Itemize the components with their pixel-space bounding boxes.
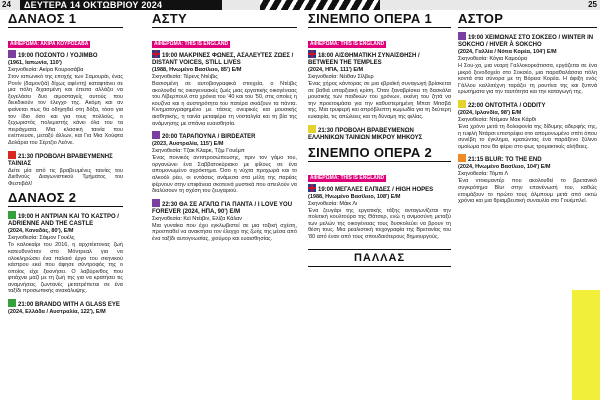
screening-title: 19:00 ΠΟΣΟΝΤΟ / YOJIMBO (8, 50, 123, 60)
screening-entry (8, 299, 123, 316)
screening-entry (458, 100, 597, 150)
screening-title: 21:30 ΠΡΟΒΟΛΗ ΒΡΑΒΕΥΜΕΝΩΝ ΕΛΛΗΝΙΚΩΝ ΤΑΙΝΙΩΝ ΜΙΚΡΟΥ ΜΗΚΟΥΣ (308, 125, 451, 142)
screening-meta: (2024, ΗΠΑ, 111') Ε/Μ (308, 67, 364, 73)
cinema-heading: ΑΣΤΟΡ (458, 12, 597, 28)
side-yellow-tab (572, 290, 600, 400)
screening-title: 19:00 ΧΕΙΜΩΝΑΣ ΣΤΟ ΣΟΚΣΕΟ / WINTER IN SOKCHO / HIVER À SOKCHO (458, 32, 597, 49)
screening-meta: (2024, Ελλάδα / Αυστραλία, 122'), Ε/Μ (8, 309, 106, 316)
screening-meta: (2024, Ηνωμένο Βασίλειο, 104') Ε/Μ (458, 164, 551, 171)
screening-entry (8, 211, 123, 295)
screening-meta: (2024, Ιρλανδία, 98') Ε/Μ (458, 109, 522, 116)
category-square-icon (8, 50, 16, 58)
date-banner: ΔΕΥΤΕΡΑ 14 ΟΚΤΩΒΡΙΟΥ 2024 (20, 0, 222, 10)
screening-director: Σκηνοθεσία: Τέρενς Ντέιβις (152, 74, 218, 80)
category-square-icon (458, 154, 466, 162)
screening-synopsis: Ένας ποινικός αντιπροσώπευσης, πριν τον γάμο του, οργανώνει ένα Σαββατοκύριακο με φίλους σε ένα απομονωμένο αγρόκτημα. Όσο η νύχτα προχωρά και το αλκοόλ ρέει, οι εντάσεις ανάμεσα στα μέλη της παρέας φέρνουν στην επιφάνεια σκοτεινά μυστικά που απειλούν να διαλύσουν τη σχέση του ζευγαριού. (152, 155, 297, 195)
screening-entry (152, 32, 297, 127)
screening-director: Σκηνοθεσία: Νέιθαν Σίλβερ (308, 74, 374, 80)
screening-synopsis: Βασισμένη σε αυτοβιογραφικά στοιχεία, ο Ντέιβις ακολουθεί τις οικογενειακές ζωές μιας εργατικής οικογένειας του Λίβερπουλ στα χρόνια του '40 και του '50, στις οποίες η κουζίνα και η αυστηρότητα του πατέρα σκιάζουν τα πάντα. Κινηματογραφημένο με τάσεις ονειρικές και μουσικής αισθητικής, η ταινία μεταφέρει τη νοσταλγία και τη βία της ανάμνησης με σπάνια ευαισθησία. (152, 81, 297, 127)
screening-director: Σκηνοθεσία: Κόγια Καμούρα (458, 56, 528, 62)
screening-entry (458, 154, 597, 204)
screening-synopsis: Το καλοκαίρι του 2016, η αρχιτέκτονας ζωή κατευθυνόταν στο Μόντρεαλ για να ολοκληρώσει ένα παλαιό έργο του σκηνικού κάστρου εκεί που άφησε σύντροφός της ο οποίος είχε ξεκινήσει. Ο λαβύρινθος που φτιάχνει μαζί με τη ζωή της για να κρατήσει τις αναμνήσεις ζωντανές μετατρέπεται σε ένα ταξίδι προσωπικής ανακάλυψης. (8, 242, 123, 295)
screening-synopsis: Ένα ζευγάρι της εργατικής τάξης ανταγωνίζεται την πολιτική κουλτούρα της Θάτσερ, ενώ η ανιμοσύνη μεταξύ των μελών της οικογένειας τους δυσκολεύει να βρουν τη θέση τους. Μια ρεαλιστική τοιχογραφία της Βρετανίας του '80 από έναν από τους σπουδαιότερους δημιουργούς. (308, 207, 451, 240)
category-square-icon (152, 131, 160, 139)
tribute-badge: ΑΦΙΕΡΩΜΑ: ΑΚΙΡΑ ΚΟΥΡΟΣΑΒΑ (10, 41, 89, 47)
screening-director: Σκηνοθεσία: Τόμπι Λ (458, 171, 509, 178)
screening-title: 19:00 Η ΑΝΤΡΙΑΝ ΚΑΙ ΤΟ ΚΑΣΤΡΟ / ADRIENNE AND THE CASTLE (8, 211, 123, 228)
screening-director: Σκηνοθεσία: Κεϊ Ντέιβιν, Ελίζα Κάλαν (152, 215, 243, 222)
screening-synopsis: Ένα χρόνο μετά τη δολοφονία της δίδυμης αδερφής της, η τυφλή Ντάρσι επιστρέφει στο απομονωμένο σπίτι όπου συνέβη το έγκλημα, κρατώντας ένα παράξενο ξύλινο ομοίωμα που θα φέρει στο φως τρομακτικές αλήθειες. (458, 123, 597, 150)
screening-entry (308, 166, 451, 241)
tribute-badge: ΑΦΙΕΡΩΜΑ: THIS IS ENGLAND (154, 41, 229, 47)
screening-meta: (1961, Ιαπωνία, 110') (8, 60, 62, 66)
column-danaos (8, 12, 123, 400)
category-square-icon (8, 211, 16, 219)
screening-entry (152, 131, 297, 195)
cinema-heading: ΣΙΝΕΜΠΟ ΟΠΕΡΑ 1 (308, 12, 451, 28)
screening-synopsis: Μια γυναίκα που έχει εγκλωβιστεί σε μια τοξική σχέση, προσπαθεί να ανακτήσει τον έλεγχο της ζωής της μέσα από ένα ταξίδι αυτογνωσίας, χιούμορ και ευαισθησίας. (152, 222, 297, 242)
uk-flag-icon (308, 184, 316, 192)
screening-director: Σκηνοθεσία: Μάικ Λι (308, 200, 358, 207)
screening-title: 19:00 ΜΑΚΡΙΝΕΣ ΦΩΝΕΣ, ΑΣΑΛΕΥΤΕΣ ΖΩΕΣ / DISTANT VOICES, STILL LIVES (152, 50, 297, 67)
screening-title: 21:30 ΠΡΟΒΟΛΗ ΒΡΑΒΕΥΜΕΝΗΣ ΤΑΙΝΙΑΣ (8, 151, 123, 168)
uk-flag-icon (308, 50, 316, 58)
screening-entry (8, 32, 123, 147)
column-cinobo-opera (308, 12, 451, 400)
screening-entry (308, 32, 451, 121)
screening-director: Σκηνοθεσία: Τζακ Κλαρκ, Τζιμ Γουέμπ (152, 148, 245, 155)
screening-title: 22:30 ΘΑ ΣΕ ΑΓΑΠΩ ΓΙΑ ΠΑΝΤΑ / I LOVE YOU FOREVER (2024, ΗΠΑ, 90') Ε/Μ (152, 199, 297, 216)
cinema-heading: ΔΑΝΑΟΣ 2 (8, 191, 123, 207)
screening-synopsis: Στον ιαπωνικό της εποχής των Σαμουράι, ένας Ρονίν (δαμονζιά) δίχως αφέντη) καταφτάνει σε μια πόλη διχασμένη και έπειτα αλλάζει να ξεγελάσει δυο αιμοσταγείς αυτούς που διεκδικούν τον έλεγχο της. Ακόμη και αν φαίνεται πως θα οδηγηθεί στη δόξα, τόσο για τον ίδιο όσο και για τους πολλούς, ο ξεχωριστός πολεμιστής κάνει όλα του τα πειράγματα. Μια κλασική ταινία που ενέπνευσε, μεταξύ άλλων, και Για Μια Χούφτα Δολάρια του Σέρτζιο Λεόνε. (8, 74, 123, 146)
page-number-right: 25 (588, 0, 597, 9)
screening-entry (152, 199, 297, 243)
category-square-icon (8, 151, 16, 159)
cinema-heading: ΑΣΤΥ (152, 12, 297, 28)
screening-title: 18:00 ΑΙΣΘΗΜΑΤΙΚΗ ΣΥΝΑΙΣΘΗΣΗ / BETWEEN THE TEMPLES (308, 50, 451, 67)
category-square-icon (458, 32, 466, 40)
screening-meta: (1988, Ηνωμένο Βασίλειο, 108') Ε/Μ (308, 193, 401, 200)
uk-flag-icon (152, 50, 160, 58)
screening-meta: (2024, Γαλλία / Νότια Κορέα, 104') Ε/Μ (458, 49, 557, 55)
screening-meta: (2024, Καναδάς, 80'), Ε/Μ (8, 228, 74, 235)
screening-synopsis: Ένα ντοκιμαντέρ που ακολουθεί το βρετανικό συγκρότημα Blur στην επανένωσή του, καθώς ετοιμάζουν το πρώτο τους άλμπουμ μετά από οκτώ χρόνια και μια θριαμβευτική συναυλία στο Γουέμπλεϊ. (458, 178, 597, 205)
screening-title: 21:15 BLUR: TO THE END (458, 154, 597, 164)
screening-director: Σκηνοθεσία: Ακίρα Κουροσάβα (8, 67, 84, 73)
screening-title: 19:00 ΜΕΓΑΛΕΣ ΕΛΠΙΔΕΣ / HIGH HOPES (308, 184, 451, 194)
screening-entry (458, 32, 597, 96)
tribute-badge: ΑΦΙΕΡΩΜΑ: THIS IS ENGLAND (310, 174, 385, 181)
screening-director: Σκηνοθεσία: Σάιμον Γουέλς (8, 235, 75, 242)
screening-synopsis: Ένας χήρος κάντορας σε μια εβραϊκή συναγωγή βρίσκεται σε βαθιά υπαρξιακή κρίση. Όταν ξαναβρίσκει τη δασκάλα μουσικής των παιδικών του χρόνων, εκείνη του ζητά να την προετοιμάσει για την καθυστερημένη Μπατ Μιτσβά της. Μια τρυφερή και απρόβλεπτη κωμωδία για τη δεύτερη ευκαιρία, τις απώλειες και τη δύναμη της φιλίας. (308, 81, 451, 120)
cinema-heading: ΔΑΝΑΟΣ 1 (8, 12, 123, 28)
category-square-icon (152, 199, 160, 207)
cinema-heading: ΣΙΝΕΜΠΟ ΟΠΕΡΑ 2 (308, 146, 451, 162)
screening-meta: (1988, Ηνωμένο Βασίλειο, 85') Ε/Μ (152, 67, 242, 73)
column-asty (152, 12, 297, 400)
screening-entry (308, 125, 451, 142)
tribute-badge: ΑΦΙΕΡΩΜΑ: THIS IS ENGLAND (310, 41, 385, 47)
screening-meta: (2023, Αυστραλία, 115') Ε/Μ (152, 141, 224, 148)
screening-synopsis: Δείτε μία από τις βραβευμένες ταινίες του Διεθνούς Διαγωνιστικού Τμήματος του Φεστιβάλ! (8, 167, 123, 187)
category-square-icon (458, 100, 466, 108)
stripe-decoration (260, 0, 380, 10)
cinema-heading: ΠΑΛΛΑΣ (308, 249, 451, 267)
screening-title: 22:00 ΟΝΤΟΤΗΤΑ / ODDITY (458, 100, 597, 110)
category-square-icon (308, 125, 316, 133)
screening-director: Σκηνοθεσία: Ντέμιαν Μακ Κάρθι (458, 116, 537, 123)
screening-synopsis: Η Σου-χα, μια νεαρή Γαλλοκορεάτισσα, εργάζεται σε ένα μικρό ξενοδοχείο στο Σοκσέο, μια παραθαλάσσια πόλη κοντά στα σύνορα με τη Βόρεια Κορέα. Η άφιξη ενός Γάλλου καλλιτέχνη ταράζει τη ρουτίνα της και ξυπνά ερωτήματα για την ταυτότητα και την καταγωγή της. (458, 63, 597, 96)
category-square-icon (8, 299, 16, 307)
screening-title: 21:00 BRANDO WITH A GLASS EYE (8, 299, 123, 309)
screening-entry (8, 151, 123, 188)
page-number-left: 24 (2, 0, 11, 9)
screening-title: 20:00 ΤΑΡΑΠΟΥΝΑ / BIRDEATER (152, 131, 297, 141)
